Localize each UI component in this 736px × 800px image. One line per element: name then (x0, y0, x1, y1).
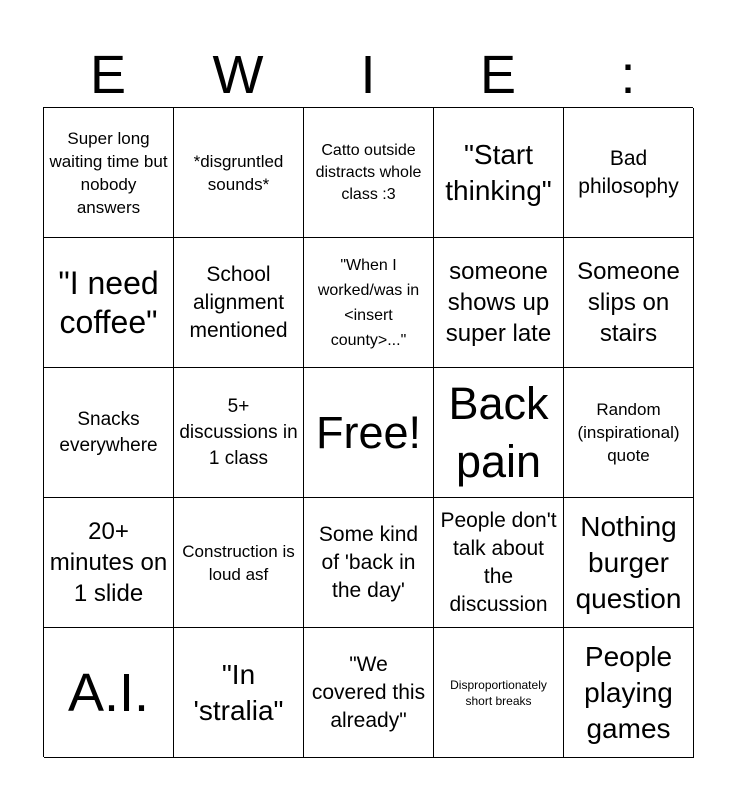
cell-text: 5+ discussions in 1 class (179, 395, 298, 469)
bingo-cell[interactable] (434, 368, 564, 498)
bingo-cell[interactable] (174, 108, 304, 238)
bingo-cell[interactable] (174, 498, 304, 628)
bingo-cell[interactable] (304, 108, 434, 238)
cell-text: Random (inspirational) quote (577, 400, 680, 465)
bingo-cell[interactable] (434, 108, 564, 238)
bingo-header (43, 44, 693, 106)
bingo-cell[interactable] (564, 238, 694, 368)
cell-text: People don't talk about the discussion (440, 508, 557, 616)
bingo-cell[interactable] (304, 238, 434, 368)
header-letter: W (212, 45, 264, 105)
bingo-cell[interactable] (304, 628, 434, 758)
cell-text: Snacks everywhere (59, 408, 158, 456)
cell-text: *disgruntled sounds* (193, 151, 284, 194)
bingo-cell[interactable] (304, 498, 434, 628)
bingo-cell[interactable] (434, 628, 564, 758)
bingo-cell[interactable] (174, 628, 304, 758)
cell-text: Construction is loud asf (182, 541, 295, 584)
bingo-board (43, 107, 693, 757)
cell-text: "Start thinking" (445, 138, 552, 206)
free-space-text: Free! (315, 406, 422, 458)
header-letter: I (360, 45, 376, 105)
bingo-cell[interactable] (434, 498, 564, 628)
bingo-cell[interactable] (44, 628, 174, 758)
bingo-cell[interactable] (44, 368, 174, 498)
bingo-cell[interactable] (564, 368, 694, 498)
cell-text: "I need coffee" (58, 264, 159, 340)
cell-text: Someone slips on stairs (577, 258, 680, 347)
bingo-cell[interactable] (564, 498, 694, 628)
header-letter: E (479, 45, 517, 105)
header-letter: E (89, 45, 127, 105)
cell-text: Nothing burger question (575, 510, 682, 614)
cell-text: Super long waiting time but nobody answers (49, 128, 168, 217)
bingo-cell[interactable] (44, 108, 174, 238)
cell-text: Catto outside distracts whole class :3 (315, 141, 422, 203)
cell-text: Disproportionately short breaks (450, 677, 547, 708)
bingo-cell[interactable] (174, 238, 304, 368)
cell-text: "We covered this already" (311, 652, 426, 732)
cell-text: someone shows up super late (445, 258, 552, 347)
bingo-cell[interactable] (564, 628, 694, 758)
cell-text: Some kind of 'back in the day' (318, 522, 419, 602)
bingo-cell[interactable] (434, 238, 564, 368)
cell-text: Back pain (448, 377, 549, 487)
header-letter: : (620, 45, 636, 105)
cell-text: "When I worked/was in <insert county>..." (317, 256, 420, 349)
cell-text: People playing games (584, 640, 673, 744)
cell-text: Bad philosophy (578, 146, 679, 198)
cell-text: "In 'stralia" (193, 658, 284, 726)
bingo-cell[interactable] (564, 108, 694, 238)
bingo-cell[interactable] (174, 368, 304, 498)
bingo-cell[interactable] (304, 368, 434, 498)
cell-text: 20+ minutes on 1 slide (49, 518, 168, 607)
bingo-cell[interactable] (44, 238, 174, 368)
cell-text: School alignment mentioned (189, 262, 288, 342)
cell-text: A.I. (67, 662, 150, 723)
bingo-cell[interactable] (44, 498, 174, 628)
